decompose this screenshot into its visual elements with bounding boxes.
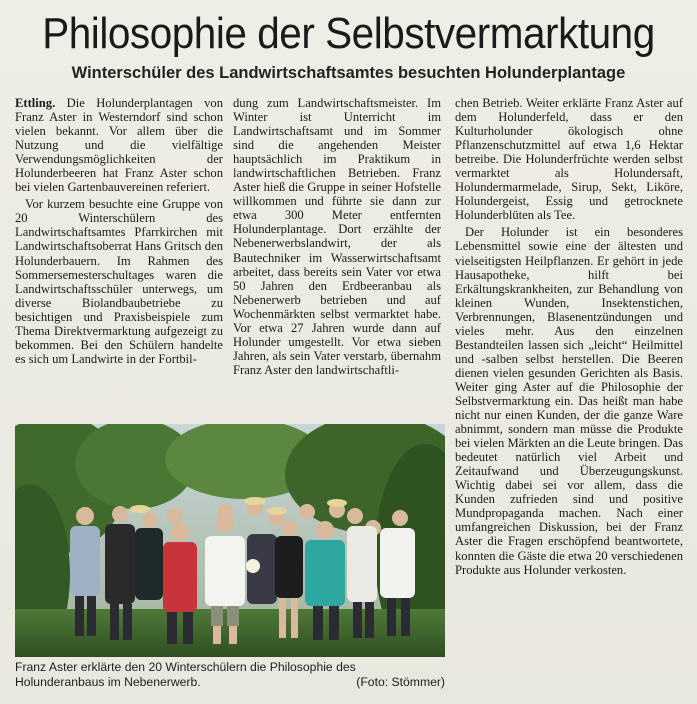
caption-text: Franz Aster erklärte den 20 Winterschülern die Philosophie des Holunderanbaus im Nebenerwerb. <box>15 660 356 689</box>
dateline: Ettling. <box>15 96 56 110</box>
paragraph <box>15 96 223 194</box>
paragraph: Vor kurzem besuchte eine Gruppe von 20 Winterschülern des Landwirtschaftsamtes Pfarrkirchen mit Landwirtschaftsoberrat Hans Gritsch den Holunderbauern. Im Rahmen des Sommersemesterschultages waren die Landwirtschaftsschüler unterwegs, um diverse Biolandbaubetriebe zu besichtigen und Praxisbeispiele zum Thema Direktvermarktung aufgezeigt zu bekommen. Bei den Schülern handelte es sich um Landwirte in der Fortbil- <box>15 197 223 366</box>
paragraph: dung zum Landwirtschaftsmeister. Im Winter ist Unterricht im Landwirtschaftsamt und im Sommer sind die angehenden Meister hauptsächlich im Praktikum in landwirtschaftlichen Betrieben. Franz Aster hieß die Gruppe in seiner Hofstelle willkommen und führte sie dann zur etwa 300 Meter entfernten Holunderplantage. Dort erzählte der Nebenerwerbslandwirt, der als Bautechniker im Wasserwirtschaftsamt arbeitet, dass bereits sein Vater vor etwa 50 Jahren den Erdbeeranbau als Nebenerwerb betrieben und auf Wochenmärkten selbst vermarktet habe. Vor etwa 27 Jahren wurde dann auf Holunder umgestellt. Vor etwa sieben Jahren, als sein Vater verstarb, übernahm Franz Aster den landwirtschaftli- <box>233 96 441 377</box>
text-column-1 <box>15 96 223 366</box>
group-photo <box>15 424 445 657</box>
article-subheadline: Winterschüler des Landwirtschaftsamtes besuchten Holunderplantage <box>71 64 626 82</box>
text-column-2 <box>233 96 441 377</box>
text-column-3 <box>455 96 683 577</box>
group-photo-illustration <box>15 424 445 657</box>
photo-credit: (Foto: Stömmer) <box>356 675 445 689</box>
photo-caption <box>15 660 445 690</box>
paragraph: Der Holunder ist ein besonderes Lebensmittel sowie eine der ältesten und vielseitigsten Heilpflanzen. Er gehört in jede Hausapotheke, hilft bei Erkältungskrankheiten, zur Behandlung von kleinen Wunden, Insektenstichen, Verbrennungen, Blasenentzündungen und vieles mehr. Aus den einzelnen Bestandteilen lassen sich „leicht“ Heilmittel und -salben selbst herstellen. Die Beeren dienen vielen gesunden Gerichten als Basis. Weiter ging Aster auf die Philosophie der Selbstvermarktung ein. Das heißt man habe nicht nur einen Kunden, der die ganze Ware abnimmt, sondern man müsse die Produkte bei vielen Märkten an die Leute bringen. Das bedeutet natürlich viel Arbeit und Zeitaufwand und Überzeugungskunst. Wichtig dabei sei vor allem, dass die Kunden zufrieden sind und positive Mundpropaganda machen. Nach einer umfangreichen Diskussion, bei der Franz Aster die Fragen erschöpfend beantwortete, konnten die Gäste die etwa 20 verschiedenen Produkte aus Holunder verkosten. <box>455 225 684 577</box>
article-headline: Philosophie der Selbstvermarktung <box>42 9 655 58</box>
paragraph: chen Betrieb. Weiter erklärte Franz Aster auf dem Holunderfeld, dass er den Kulturholunder ökologisch ohne Pflanzenschutzmittel auf etwa 1,6 Hektar betreibe. Die Holunderfrüchte werden selbst vermarktet als Holundersaft, Holundermarmelade, Sirup, Sekt, Liköre, Holundergeist, Essig und getrocknete Holunderblüten als Tee. <box>455 96 683 223</box>
paragraph-text: Die Holunderplantagen von Franz Aster in Westerndorf sind schon vielen bekannt. Vor allem über die Nutzung und die vielfältige Verwendungsmöglichkeiten der Holunderbeeren hat Franz Aster schon bei vielen Gartenbauvereinen referiert. <box>15 96 223 195</box>
